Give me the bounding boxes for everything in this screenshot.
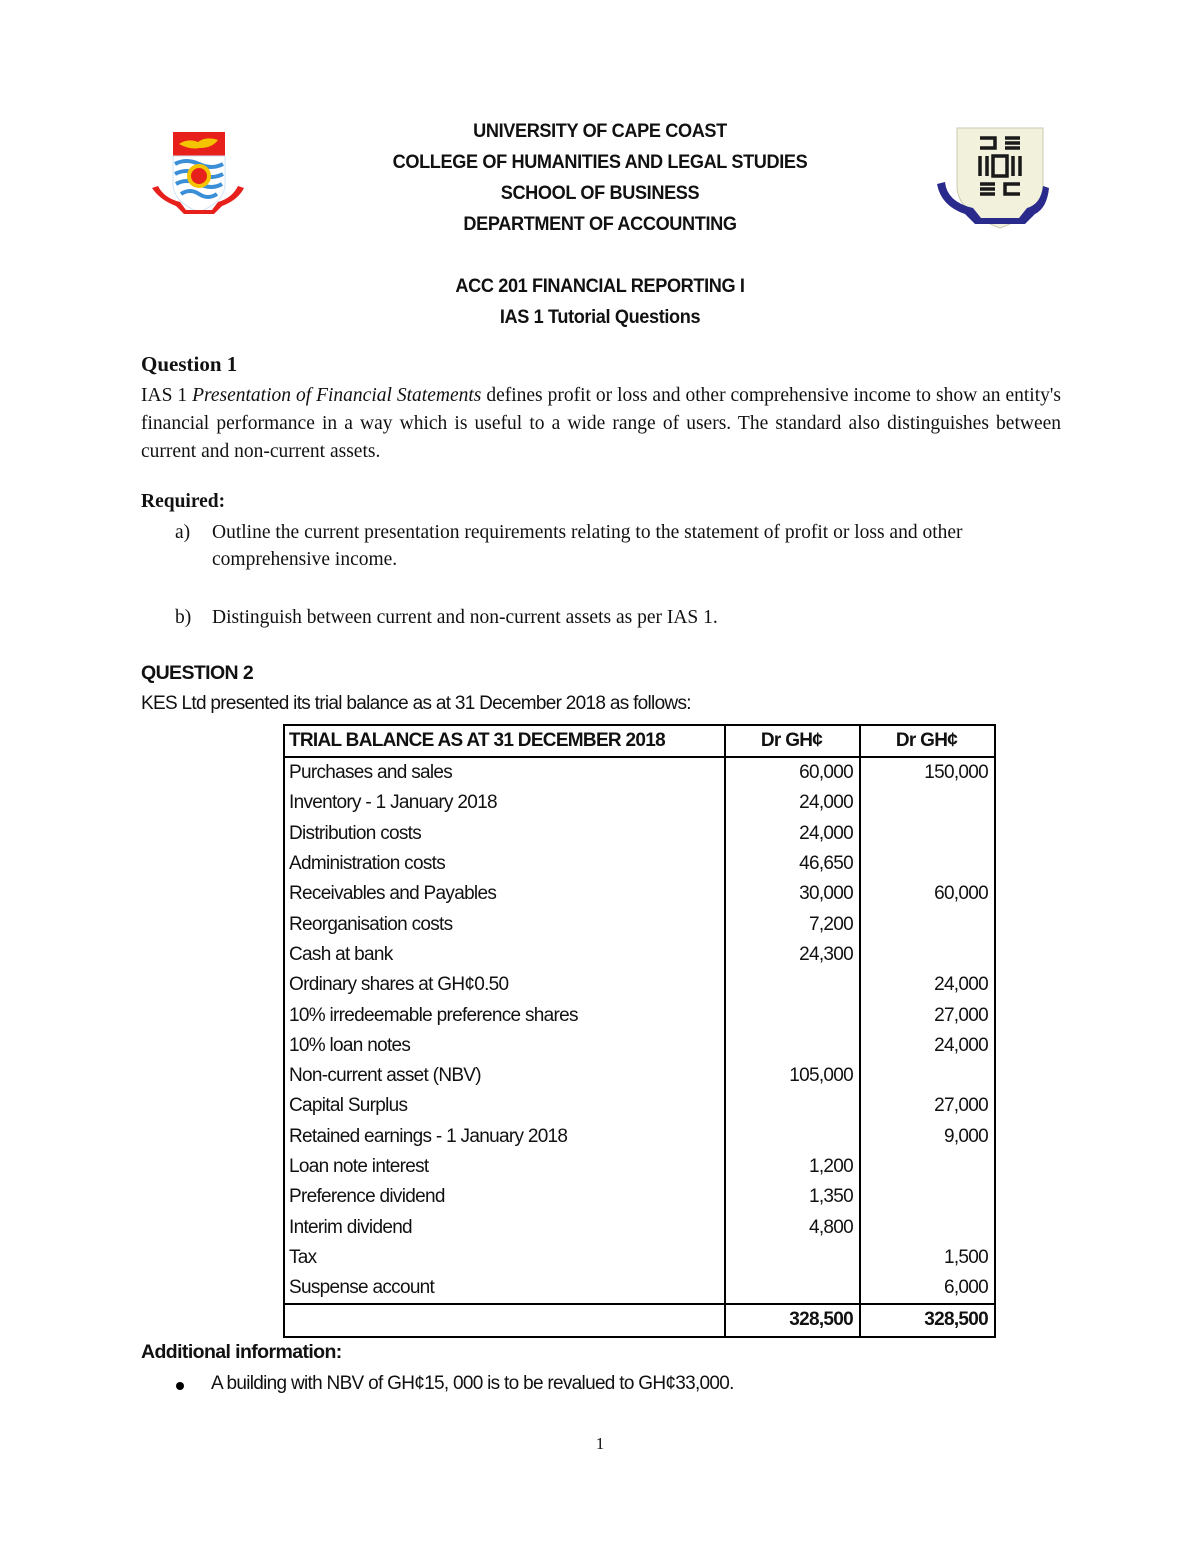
debit-amount (725, 1273, 860, 1304)
account-name: Ordinary shares at GH¢0.50 (289, 974, 509, 996)
debit-amount (725, 1122, 860, 1152)
account-name: Purchases and sales (289, 762, 453, 784)
debit-amount: 7,200 (725, 909, 860, 939)
credit-amount: 24,000 (860, 970, 995, 1000)
account-name: Suspense account (289, 1277, 435, 1299)
table-row (284, 1122, 995, 1152)
credit-amount: 1,500 (860, 1243, 995, 1273)
debit-amount (725, 1243, 860, 1273)
account-name: Non-current asset (NBV) (289, 1065, 481, 1087)
additional-information-item (176, 1373, 734, 1395)
table-row (284, 1031, 995, 1061)
credit-amount: 9,000 (860, 1122, 995, 1152)
item-text: Distinguish between current and non-current assets as per IAS 1. (212, 607, 718, 628)
item-text: Outline the current presentation requirements relating to the statement of profit or loss and other comprehensive income. (212, 522, 963, 570)
debit-amount: 1,200 (725, 1152, 860, 1182)
table-header-credit: Dr GH¢ (860, 725, 995, 757)
account-name: Capital Surplus (289, 1095, 408, 1117)
table-row (284, 1243, 995, 1273)
account-name: Tax (289, 1246, 317, 1268)
debit-amount: 46,650 (725, 849, 860, 879)
table-row (284, 1152, 995, 1182)
required-heading: Required: (141, 491, 226, 512)
debit-amount: 1,350 (725, 1182, 860, 1212)
question-1-body-prefix: IAS 1 (141, 385, 193, 406)
account-name: Reorganisation costs (289, 913, 453, 935)
table-row (284, 1212, 995, 1242)
debit-amount: 105,000 (725, 1061, 860, 1091)
table-row (284, 909, 995, 939)
table-row (284, 819, 995, 849)
table-row (284, 879, 995, 909)
account-name: 10% loan notes (289, 1034, 411, 1056)
page-number: 1 (595, 1434, 605, 1453)
account-name: Retained earnings - 1 January 2018 (289, 1125, 568, 1147)
required-item-a (175, 519, 1065, 573)
account-name: 10% irredeemable preference shares (289, 1004, 578, 1026)
credit-amount (860, 819, 995, 849)
account-name: Distribution costs (289, 822, 422, 844)
table-row (284, 1182, 995, 1212)
debit-amount (725, 1000, 860, 1030)
department-name: DEPARTMENT OF ACCOUNTING (463, 213, 737, 235)
course-title: ACC 201 FINANCIAL REPORTING I (455, 275, 745, 297)
account-name: Receivables and Payables (289, 883, 497, 905)
question-1-body (141, 382, 1061, 466)
item-marker: b) (175, 607, 192, 628)
question-2-title: QUESTION 2 (141, 662, 254, 684)
account-name: Preference dividend (289, 1186, 445, 1208)
question-1-title: Question 1 (141, 352, 238, 376)
school-name: SCHOOL OF BUSINESS (500, 182, 700, 204)
table-header-title: TRIAL BALANCE AS AT 31 DECEMBER 2018 (284, 725, 725, 757)
credit-amount (860, 909, 995, 939)
table-row (284, 940, 995, 970)
credit-amount: 27,000 (860, 1091, 995, 1121)
table-row (284, 788, 995, 818)
document-header (0, 116, 1200, 333)
table-header-row (284, 725, 995, 757)
additional-information-heading: Additional information: (141, 1341, 342, 1363)
debit-amount: 24,300 (725, 940, 860, 970)
credit-amount: 150,000 (860, 757, 995, 788)
trial-balance-table (283, 724, 996, 1338)
college-name: COLLEGE OF HUMANITIES AND LEGAL STUDIES (392, 151, 808, 173)
credit-amount: 24,000 (860, 1031, 995, 1061)
debit-amount: 24,000 (725, 788, 860, 818)
table-row (284, 849, 995, 879)
debit-amount: 24,000 (725, 819, 860, 849)
document-subtitle: IAS 1 Tutorial Questions (499, 306, 701, 328)
standard-title: Presentation of Financial Statements (192, 385, 482, 406)
table-row (284, 1061, 995, 1091)
required-item-b (175, 604, 1065, 631)
total-credit: 328,500 (860, 1304, 995, 1336)
university-name: UNIVERSITY OF CAPE COAST (473, 120, 727, 142)
account-name: Loan note interest (289, 1156, 429, 1177)
credit-amount: 6,000 (860, 1273, 995, 1304)
total-debit: 328,500 (725, 1304, 860, 1336)
table-total-row (284, 1304, 995, 1336)
credit-amount (860, 1182, 995, 1212)
debit-amount (725, 970, 860, 1000)
bullet-icon (176, 1382, 184, 1390)
table-row (284, 970, 995, 1000)
table-row (284, 757, 995, 788)
account-name: Cash at bank (289, 943, 393, 965)
credit-amount (860, 940, 995, 970)
account-name: Interim dividend (289, 1216, 412, 1238)
credit-amount (860, 1061, 995, 1091)
total-label (284, 1304, 725, 1336)
credit-amount (860, 1212, 995, 1242)
account-name: Administration costs (289, 853, 446, 875)
question-1-body-suffix: defines profit or loss and other comprehensive income to show an entity's financial performance in a way which is useful to a wide range of users. The standard also distinguishes between current and non-current assets. (141, 385, 1061, 462)
debit-amount: 60,000 (725, 757, 860, 788)
credit-amount (860, 788, 995, 818)
question-2-intro: KES Ltd presented its trial balance as at 31 December 2018 as follows: (141, 693, 691, 714)
debit-amount (725, 1031, 860, 1061)
additional-information-text: A building with NBV of GH¢15, 000 is to be revalued to GH¢33,000. (211, 1373, 734, 1394)
credit-amount: 60,000 (860, 879, 995, 909)
table-row (284, 1000, 995, 1030)
debit-amount: 30,000 (725, 879, 860, 909)
debit-amount (725, 1091, 860, 1121)
table-header-debit: Dr GH¢ (725, 725, 860, 757)
credit-amount (860, 1152, 995, 1182)
credit-amount: 27,000 (860, 1000, 995, 1030)
debit-amount: 4,800 (725, 1212, 860, 1242)
account-name: Inventory - 1 January 2018 (289, 792, 497, 814)
credit-amount (860, 849, 995, 879)
table-row (284, 1091, 995, 1121)
table-row (284, 1273, 995, 1304)
item-marker: a) (175, 522, 191, 543)
